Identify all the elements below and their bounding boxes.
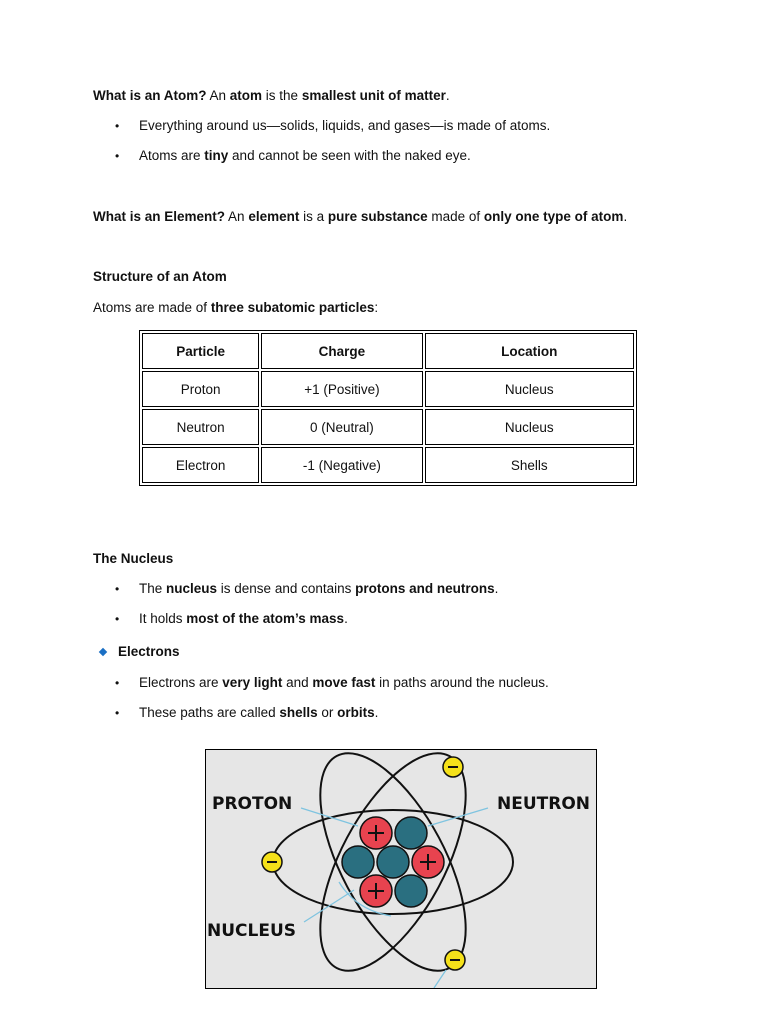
list-item: • Everything around us—solids, liquids, and gases—is made of atoms.: [115, 118, 551, 133]
neutron-particle: [342, 846, 374, 878]
list-item: • It holds most of the atom’s mass.: [115, 611, 348, 626]
table-row: [142, 447, 634, 483]
element-question: What is an Element?: [93, 209, 226, 224]
table-cell: Electron: [142, 447, 259, 483]
table-cell: Neutron: [142, 409, 259, 445]
list-item: • Atoms are tiny and cannot be seen with the naked eye.: [115, 148, 471, 163]
table-cell: Shells: [425, 447, 634, 483]
bullet-icon: •: [115, 676, 120, 690]
electron-pointer-line: [434, 970, 446, 988]
bullet-icon: •: [115, 149, 120, 163]
list-item: • Electrons are very light and move fast in paths around the nucleus.: [115, 675, 549, 690]
proton-pointer-line: [301, 808, 358, 826]
neutron-particle: [395, 817, 427, 849]
atom-definition: What is an Atom? An atom is the smallest unit of matter.: [93, 88, 450, 103]
list-item: • These paths are called shells or orbits.: [115, 705, 379, 720]
table-row: [142, 409, 634, 445]
bullet-icon: •: [115, 119, 120, 133]
electron-bottom: [445, 950, 465, 970]
atom-question: What is an Atom?: [93, 88, 207, 103]
table-row: [142, 371, 634, 407]
table-cell: 0 (Neutral): [261, 409, 422, 445]
particles-table: [139, 330, 637, 486]
table-cell: Nucleus: [425, 409, 634, 445]
table-header-row: [142, 333, 634, 369]
bullet-icon: •: [115, 612, 120, 626]
neutron-label: NEUTRON: [497, 794, 591, 814]
table-header: Particle: [142, 333, 259, 369]
electron-left: [262, 852, 282, 872]
structure-intro: Atoms are made of three subatomic particles:: [93, 300, 379, 315]
structure-heading: Structure of an Atom: [93, 269, 227, 284]
element-definition: What is an Element? An element is a pure substance made of only one type of atom.: [93, 209, 628, 224]
table-cell: -1 (Negative): [261, 447, 422, 483]
table-header: Location: [425, 333, 634, 369]
table-cell: Nucleus: [425, 371, 634, 407]
bullet-icon: •: [115, 582, 120, 596]
table-header: Charge: [261, 333, 422, 369]
nucleus-label: NUCLEUS: [207, 921, 297, 941]
table-cell: +1 (Positive): [261, 371, 422, 407]
diamond-bullet-icon: [99, 648, 107, 656]
neutron-particle: [377, 846, 409, 878]
atom-diagram-svg: [206, 750, 596, 988]
proton-label: PROTON: [212, 794, 293, 814]
table-cell: Proton: [142, 371, 259, 407]
nucleus-heading: The Nucleus: [93, 551, 174, 566]
list-item: • The nucleus is dense and contains protons and neutrons.: [115, 581, 499, 596]
electron-top: [443, 757, 463, 777]
neutron-particle: [395, 875, 427, 907]
electrons-heading: Electrons: [100, 643, 180, 661]
neutron-pointer-line: [428, 808, 488, 826]
nucleus-pointer-line: [304, 890, 354, 922]
bullet-icon: •: [115, 706, 120, 720]
atom-diagram: [205, 749, 597, 989]
